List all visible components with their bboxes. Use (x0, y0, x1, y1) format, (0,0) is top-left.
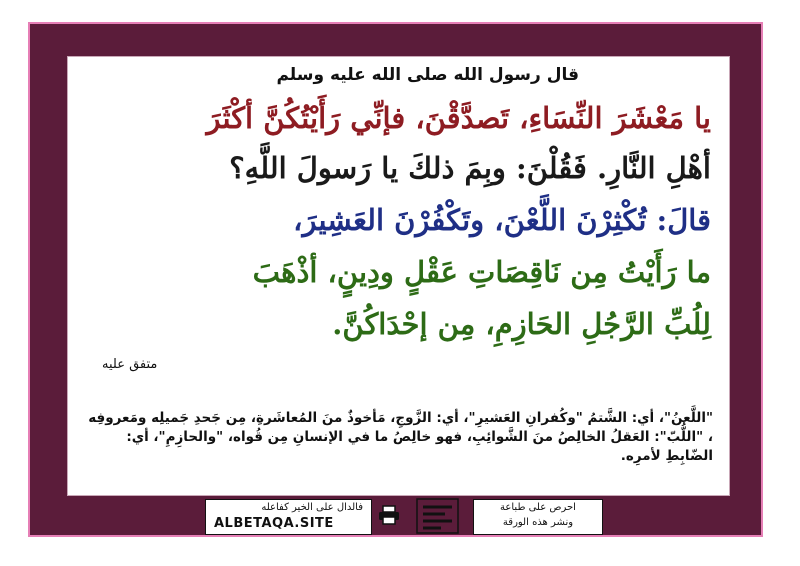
website-box[interactable] (205, 499, 372, 535)
hadith-line-2: أهْلِ النَّارِ. فَقُلْنَ: وبِمَ ذلكَ يا رَسولَ اللَّهِ؟ (229, 151, 711, 185)
print-reminder-line-2: ونشر هذه الورقة (502, 517, 574, 528)
card-header: قال رسول الله صلى الله عليه وسلم (276, 65, 579, 85)
hadith-source: متفق عليه (102, 357, 158, 372)
explanation-notes: "اللَّعنُ"، أي: الشَّتمُ "وكُفرانِ العَشيرِ"، أي: الزَّوجِ، مَأخوذٌ منَ المُعاشَرةِ، مِن جَحدِ جَميلِه ومَعروفِه ، "اللُّبّ": العَقلُ الخالِصُ منَ الشَّوائِبِ، فهو خالِصُ ما في الإنسانِ مِن قُواه، "والحازِمِ"، أي: الضّابِطِ لأمرِه. (88, 410, 713, 464)
hadith-line-4: ما رَأَيْتُ مِن نَاقِصَاتِ عَقْلٍ ودِينٍ، أذْهَبَ (252, 255, 711, 289)
print-reminder-box (473, 499, 603, 535)
hadith-card (68, 57, 729, 495)
hadith-line-5: لِلُبِّ الرَّجُلِ الحَازِمِ، مِن إحْدَاكُنَّ. (332, 307, 711, 341)
printer-icon (378, 505, 400, 525)
footer (205, 497, 605, 537)
dawa-logo (415, 497, 460, 535)
website-link[interactable]: ALBETAQA.SITE (214, 516, 334, 531)
hadith-line-3: قالَ: تُكْثِرْنَ اللَّعْنَ، وتَكْفُرْنَ العَشِيرَ، (293, 203, 711, 237)
website-caption: فالدال على الخير كفاعله (261, 502, 363, 513)
hadith-line-1: يا مَعْشَرَ النِّسَاءِ، تَصدَّقْنَ، فإنِّي رَأَيْتُكُنَّ أكْثَرَ (206, 101, 711, 135)
print-reminder-line-1: احرص على طباعة (500, 502, 576, 513)
